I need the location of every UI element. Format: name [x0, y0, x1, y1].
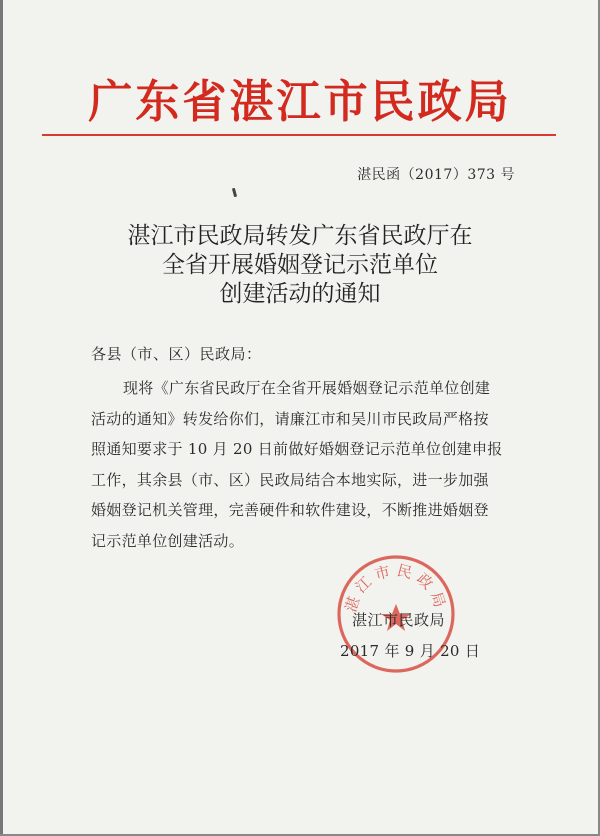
document-number: 湛民函（2017）373 号 — [357, 167, 515, 183]
title-line: 创建活动的通知 — [219, 281, 381, 307]
body-paragraph — [91, 373, 518, 556]
body-line: 照通知要求于 10 月 20 日前做好婚姻登记示范单位创建申报 — [91, 440, 503, 458]
title-line: 全省开展婚姻登记示范单位 — [162, 252, 438, 278]
body-line: 活动的通知》转发给你们，请廉江市和吴川市民政局严格按 — [91, 409, 489, 428]
title-line: 湛江市民政局转发广东省民政厅在 — [127, 223, 473, 249]
body-line: 记示范单位创建活动。 — [91, 531, 245, 550]
masthead-title: 广东省湛江市民政局 — [88, 75, 512, 128]
masthead-divider — [42, 134, 556, 136]
document-title — [0, 222, 600, 309]
signature-date: 2017 年 9 月 20 日 — [340, 642, 481, 660]
body-line: 工作，其余县（市、区）民政局结合本地实际，进一步加强 — [91, 470, 489, 489]
scan-speck — [232, 188, 237, 197]
salutation: 各县（市、区）民政局： — [91, 345, 262, 363]
body-line: 现将《广东省民政厅在全省开展婚姻登记示范单位创建 — [123, 379, 491, 397]
body-line: 婚姻登记机关管理，完善硬件和软件建设，不断推进婚姻登 — [91, 501, 489, 519]
scan-edge-left — [0, 0, 3, 836]
signature-organization: 湛江市民政局 — [352, 611, 446, 629]
seal-text: 湛江市民政局 — [341, 561, 451, 615]
